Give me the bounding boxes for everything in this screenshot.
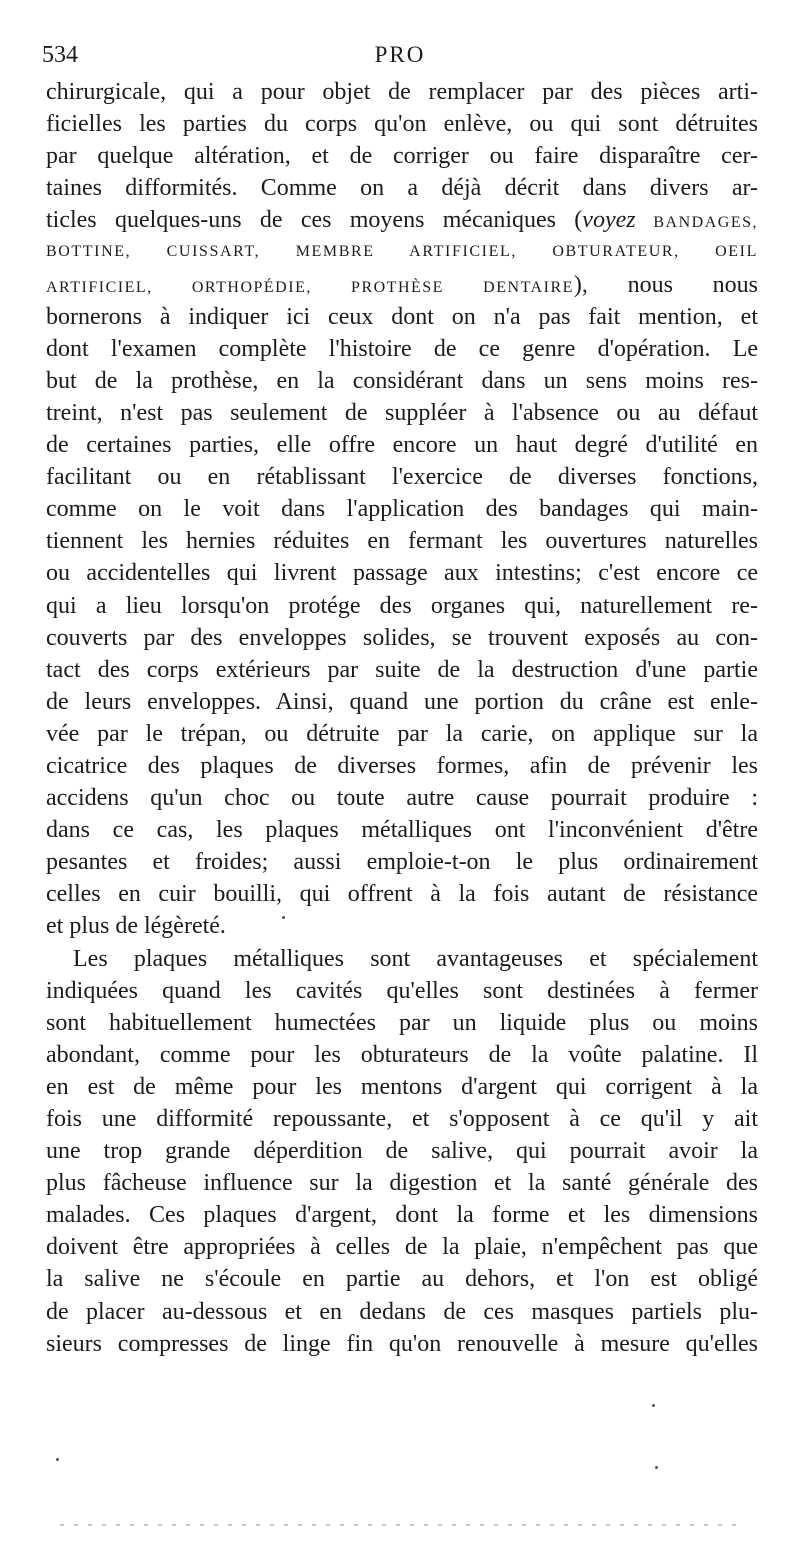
text-line: malades. Ces plaques d'argent, dont la forme et les dimensions <box>46 1202 758 1229</box>
text-line: tiennent les hernies réduites en fermant les ouvertures naturelles <box>46 528 758 555</box>
text-line: plus fâcheuse influence sur la digestion et la santé générale des <box>46 1170 758 1197</box>
text-line: qui a lieu lorsqu'on protége des organes qui, naturellement re- <box>46 592 758 619</box>
text-fragment: ticles quelques-uns de ces moyens mécaniques ( <box>46 207 583 234</box>
text-line: sont habituellement humectées par un liquide plus ou moins <box>46 1009 758 1036</box>
scan-artifact-line <box>60 1524 740 1526</box>
text-line: bornerons à indiquer ici ceux dont on n'a pas fait mention, et <box>46 303 758 330</box>
text-line: dans ce cas, les plaques métalliques ont l'inconvénient d'être <box>46 817 758 844</box>
text-line: accidens qu'un choc ou toute autre cause pourrait produire : <box>46 785 758 812</box>
text-line: taines difformités. Comme on a déjà décrit dans divers ar- <box>46 175 758 202</box>
text-line: treint, n'est pas seulement de suppléer à l'absence ou au défaut <box>46 399 758 426</box>
text-line: tact des corps extérieurs par suite de la destruction d'une partie <box>46 656 758 683</box>
text-line: dont l'examen complète l'histoire de ce genre d'opération. Le <box>46 335 758 362</box>
page-number: 534 <box>42 42 78 68</box>
text-line <box>46 204 758 236</box>
text-line: abondant, comme pour les obturateurs de la voûte palatine. Il <box>46 1041 758 1068</box>
text-line: de placer au-dessous et en dedans de ces masques partiels plu- <box>46 1298 758 1325</box>
scan-speck <box>56 1458 59 1461</box>
text-fragment: ), nous nous <box>573 271 758 298</box>
small-caps-term: ARTIFICIEL, ORTHOPÉDIE, PROTHÈSE DENTAIRE <box>46 278 574 296</box>
text-line: ou accidentelles qui livrent passage aux intestins; c'est encore ce <box>46 560 758 587</box>
text-line: vée par le trépan, ou détruite par la carie, on applique sur la <box>46 720 758 747</box>
body-text <box>46 76 758 1360</box>
text-line: une trop grande déperdition de salive, qui pourrait avoir la <box>46 1138 758 1165</box>
text-line: pesantes et froides; aussi emploie-t-on le plus ordinairement <box>46 849 758 876</box>
text-line: sieurs compresses de linge fin qu'on renouvelle à mesure qu'elles <box>46 1330 758 1357</box>
text-line: de leurs enveloppes. Ainsi, quand une portion du crâne est enle- <box>46 688 758 715</box>
text-line: celles en cuir bouilli, qui offrent à la fois autant de résistance <box>46 881 758 908</box>
text-line: en est de même pour les mentons d'argent qui corrigent à la <box>46 1073 758 1100</box>
text-line: facilitant ou en rétablissant l'exercice de diverses fonctions, <box>46 464 758 491</box>
text-line: indiquées quand les cavités qu'elles sont destinées à fermer <box>46 977 758 1004</box>
text-line: la salive ne s'écoule en partie au dehors, et l'on est obligé <box>46 1266 758 1293</box>
paragraph-start-line: Les plaques métalliques sont avantageuses et spécialement <box>73 945 758 972</box>
running-head: PRO <box>374 42 426 67</box>
text-line: chirurgicale, qui a pour objet de remplacer par des pièces arti- <box>46 79 758 105</box>
small-caps-term: BANDAGES, <box>635 214 758 232</box>
paragraph-end-line: et plus de légèreté. <box>46 913 226 940</box>
small-caps-line: BOTTINE, CUISSART, MEMBRE ARTIFICIEL, OBTURATEUR, OEIL <box>46 243 758 261</box>
scan-speck <box>655 1466 658 1469</box>
scan-speck <box>282 916 285 919</box>
text-line: doivent être appropriées à celles de la plaie, n'empêchent pas que <box>46 1234 758 1261</box>
text-line: ficielles les parties du corps qu'on enlève, ou qui sont détruites <box>46 111 758 138</box>
text-line: but de la prothèse, en la considérant dans un sens moins res- <box>46 367 758 394</box>
scan-speck <box>652 1404 655 1407</box>
text-line: de certaines parties, elle offre encore un haut degré d'utilité en <box>46 432 758 459</box>
text-line <box>46 269 758 301</box>
text-line: par quelque altération, et de corriger ou faire disparaître cer- <box>46 143 758 170</box>
text-line: cicatrice des plaques de diverses formes, afin de prévenir les <box>46 752 758 779</box>
text-line: comme on le voit dans l'application des bandages qui main- <box>46 496 758 523</box>
page-header <box>42 38 758 72</box>
voyez-italic: voyez <box>582 207 636 234</box>
text-line: fois une difformité repoussante, et s'opposent à ce qu'il y ait <box>46 1106 758 1132</box>
text-line: couverts par des enveloppes solides, se trouvent exposés au con- <box>46 624 758 651</box>
